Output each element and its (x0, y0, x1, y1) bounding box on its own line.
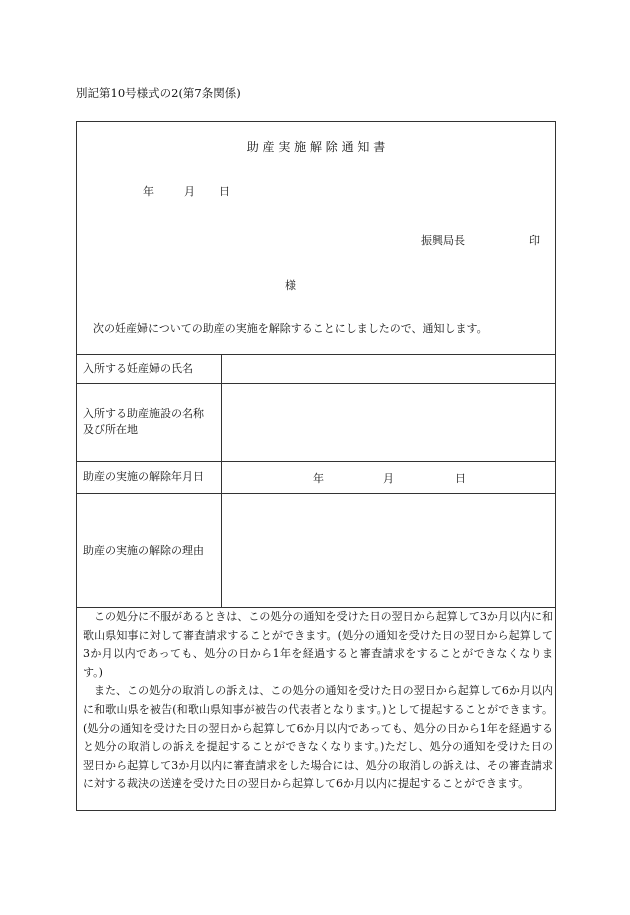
document-title: 助 産 実 施 解 除 通 知 書 (246, 140, 386, 154)
appeal-paragraph: この処分に不服があるときは、この処分の通知を受けた日の翌日から起算して3か月以内に和歌山県知事に対して審査請求することができます。(処分の通知を受けた日の翌日から起算して3か月以内であっても、処分の日から1年を経過すると審査請求をすることができなくなります。) (83, 610, 553, 679)
issue-date-year: 年 (143, 185, 154, 198)
facility-label-line1: 入所する助産施設の名称 (83, 407, 204, 420)
table-rule (77, 383, 555, 384)
lawsuit-paragraph: また、この処分の取消しの訴えは、この処分の通知を受けた日の翌日から起算して6か月以内に和歌山県を被告(和歌山県知事が被告の代表者となります。)として提起することができます。(処分の通知を受けた日の翌日から起算して6か月以内であっても、処分の日から1年を経過すると処分の取消しの訴えを提起することができなくなります。)ただし、処分の通知を受けた日の翌日から起算して3か月以内に審査請求をした場合には、処分の取消しの訴えは、その審査請求に対する裁決の送達を受けた日の翌日から起算して6か月以内に提起することができます。 (83, 684, 553, 791)
issue-date-day: 日 (219, 185, 230, 198)
issuer-title: 振興局長 (421, 234, 465, 247)
release-date-day: 日 (455, 472, 466, 485)
table-rule (77, 461, 555, 462)
seal-mark: 印 (529, 234, 540, 247)
release-date-month: 月 (383, 472, 394, 485)
facility-name-label (83, 406, 204, 438)
notice-form (76, 121, 556, 811)
issue-date (143, 183, 230, 199)
release-reason-label: 助産の実施の解除の理由 (83, 544, 204, 557)
issue-date-month: 月 (184, 185, 195, 198)
pregnant-woman-name-label: 入所する妊産婦の氏名 (83, 362, 193, 375)
release-date-year: 年 (313, 472, 324, 485)
table-rule (77, 493, 555, 494)
appeal-notice (83, 608, 553, 794)
table-top-rule (77, 354, 555, 355)
facility-label-line2: 及び所在地 (83, 423, 138, 436)
addressee-honorific: 様 (285, 279, 296, 292)
notice-text: 次の妊産婦についての助産の実施を解除することにしましたので、通知します。 (93, 322, 488, 335)
form-reference: 別記第10号様式の2(第7条関係) (76, 86, 241, 100)
table-column-rule (221, 354, 222, 607)
release-date-label: 助産の実施の解除年月日 (83, 470, 204, 483)
